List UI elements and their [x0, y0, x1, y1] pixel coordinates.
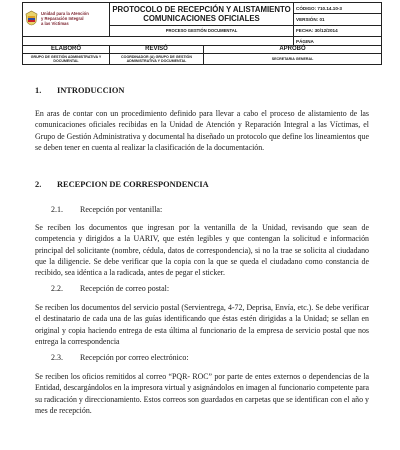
logo-line-2: y Reparación Integral [41, 16, 84, 22]
section-2-1-title: Recepción por ventanilla: [80, 205, 163, 214]
aprobo-value: SECRETARIA GENERAL [204, 54, 382, 65]
title-line-2: COMUNICACIONES OFICIALES [143, 14, 260, 24]
section-2-1-heading [51, 205, 162, 214]
section-1-heading [35, 86, 124, 95]
aprobo-label: APROBÓ [204, 46, 382, 54]
version-cell: VERSIÓN: 01 [294, 14, 382, 25]
document-header-table [22, 2, 382, 65]
section-1-title: INTRODUCCION [57, 86, 125, 95]
unidad-victimas-logo [25, 10, 107, 29]
reviso-value: COORDINADOR (A) GRUPO DE GESTIÓN ADMINISTRATIVA Y DOCUMENTAL [110, 54, 204, 65]
section-1-paragraph: En aras de contar con un procedimiento definido para llevar a cabo el proceso de alistamiento de las comunicaciones oficiales recibidas en la Unidad de Atención y Reparación Integral a las Víctimas, el Grupo de Gestión Administrativa y documental ha diseñado un protocolo que define los lineamientos que se deben tener en cuenta al realizar la clasificación de la documentación. [35, 109, 369, 152]
page-cell: PÁGINA [294, 37, 382, 46]
section-2-2-number: 2.2. [51, 284, 63, 293]
section-2-3-title: Recepción por correo electrónico: [80, 353, 189, 362]
logo-line-1: Unidad para la Atención [41, 11, 89, 17]
section-2-3-number: 2.3. [51, 353, 63, 362]
section-2-3-heading [51, 353, 189, 362]
section-2-1-paragraph: Se reciben los documentos que ingresan por la ventanilla de la Unidad, revisando que sean de competencia y dirigidos a la UARIV, que estén legibles y que contengan la solicitud e información principal del solicitante (nombre, cédula, datos de correspondencia), si no la trae se solicita al ciudadano que la diligencie. Se debe verificar que la copia con la que se queda el ciudadano como constancia de recibido, sea idéntica a la radicada, antes de pegar el sticker. [35, 223, 369, 278]
document-title [110, 3, 294, 26]
section-2-2-heading [51, 284, 169, 293]
section-1-number: 1. [35, 86, 42, 95]
logo-line-3: a las Víctimas [41, 20, 69, 26]
process-subtitle: PROCESO GESTIÓN DOCUMENTAL [110, 25, 294, 36]
elaboro-value: GRUPO DE GESTIÓN ADMINISTRATIVA Y DOCUMENTAL [23, 54, 110, 65]
title-line-1: PROTOCOLO DE RECEPCIÓN Y ALISTAMIENTO [112, 5, 291, 15]
section-2-heading [35, 180, 209, 189]
colombia-crest-icon [25, 10, 38, 29]
logo-cell [23, 3, 110, 37]
section-2-2-paragraph: Se reciben los documentos del servicio postal (Servientrega, 4-72, Deprisa, Envía, etc.). Se debe verificar el destinatario de cada una de las guías identificando que éstas estén dirigidas a la Unidad; se sellan en original y copia haciendo entrega de esta última al funcionario de la empresa de servicio postal que nos entrega la correspondencia [35, 303, 369, 346]
section-2-2-title: Recepción de correo postal: [80, 284, 170, 293]
section-2-3-paragraph: Se reciben los oficios remitidos al correo “PQR- ROC” por parte de entes externos o dependencias de la Entidad, descargándolos en la impresora virtual y asignándolos en imagen al funcionario competente para su radicación y direccionamiento. Estos correos son guardados en carpetas que se identifican con el año y mes de recepción. [35, 372, 369, 415]
reviso-label: REVISÓ [110, 46, 204, 54]
section-2-1-number: 2.1. [51, 205, 63, 214]
date-cell: FECHA: 30/12/2014 [294, 25, 382, 36]
spacer-cell [23, 37, 294, 46]
section-2-number: 2. [35, 180, 42, 189]
section-2-title: RECEPCION DE CORRESPONDENCIA [57, 180, 209, 189]
code-cell: CÓDIGO: 710.14.10-3 [294, 3, 382, 14]
elaboro-label: ELABORÓ [23, 46, 110, 54]
